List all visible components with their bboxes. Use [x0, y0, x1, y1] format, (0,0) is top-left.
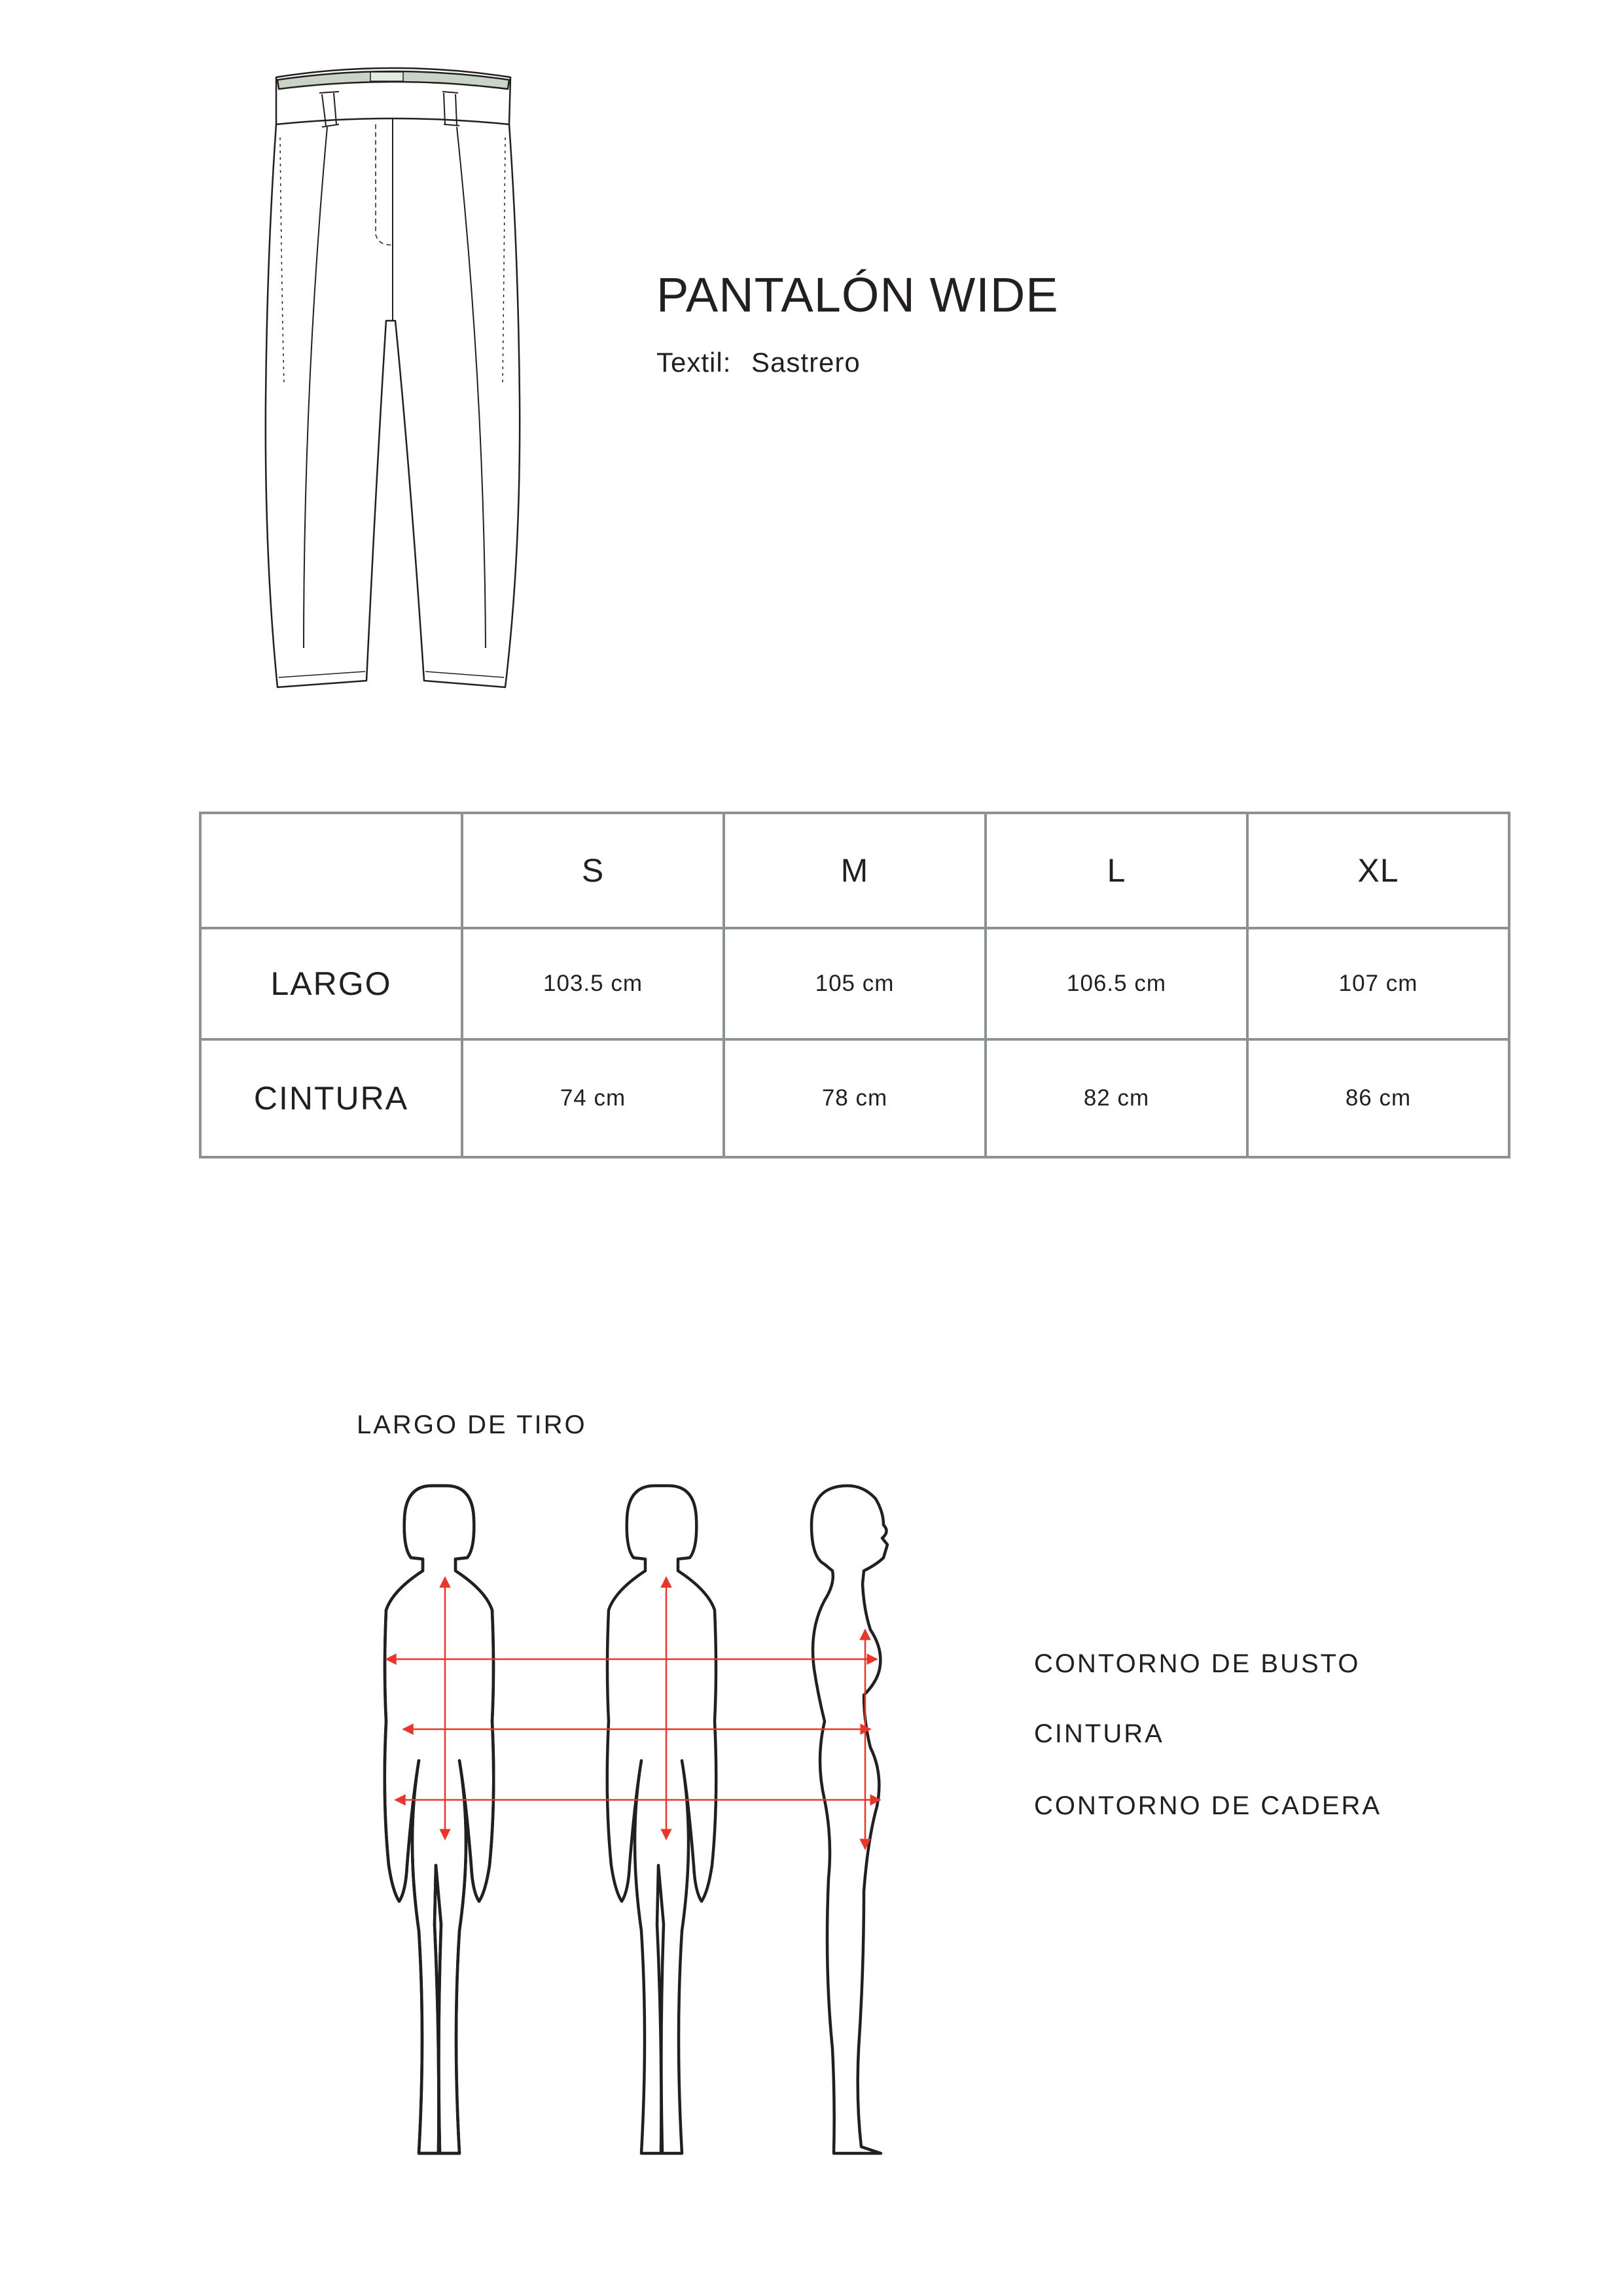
- table-row-largo: [200, 928, 1509, 1039]
- textile-value: Sastrero: [751, 347, 861, 378]
- cintura-m: 78 cm: [724, 1039, 986, 1157]
- cintura-l: 82 cm: [986, 1039, 1247, 1157]
- product-title: PANTALÓN WIDE: [656, 268, 1059, 322]
- row-label-cintura: CINTURA: [200, 1039, 462, 1157]
- pants-technical-drawing: [249, 59, 537, 707]
- waist-label: CINTURA: [1034, 1719, 1164, 1748]
- size-table: [199, 812, 1510, 1158]
- size-header-s: S: [462, 813, 724, 928]
- largo-s: 103.5 cm: [462, 928, 724, 1039]
- bust-label: CONTORNO DE BUSTO: [1034, 1649, 1361, 1678]
- cintura-s: 74 cm: [462, 1039, 724, 1157]
- size-header-l: L: [986, 813, 1247, 928]
- largo-xl: 107 cm: [1247, 928, 1509, 1039]
- largo-m: 105 cm: [724, 928, 986, 1039]
- size-header-xl: XL: [1247, 813, 1509, 928]
- body-measurement-figures: [366, 1473, 955, 2179]
- table-row-cintura: [200, 1039, 1509, 1157]
- textile-line: [656, 347, 861, 378]
- largo-l: 106.5 cm: [986, 928, 1247, 1039]
- size-header-m: M: [724, 813, 986, 928]
- textile-label: Textil:: [656, 347, 732, 378]
- cintura-xl: 86 cm: [1247, 1039, 1509, 1157]
- hip-label: CONTORNO DE CADERA: [1034, 1791, 1382, 1820]
- size-header-row: [200, 813, 1509, 928]
- crotch-length-label: LARGO DE TIRO: [357, 1410, 587, 1439]
- row-label-largo: LARGO: [200, 928, 462, 1039]
- corner-cell: [200, 813, 462, 928]
